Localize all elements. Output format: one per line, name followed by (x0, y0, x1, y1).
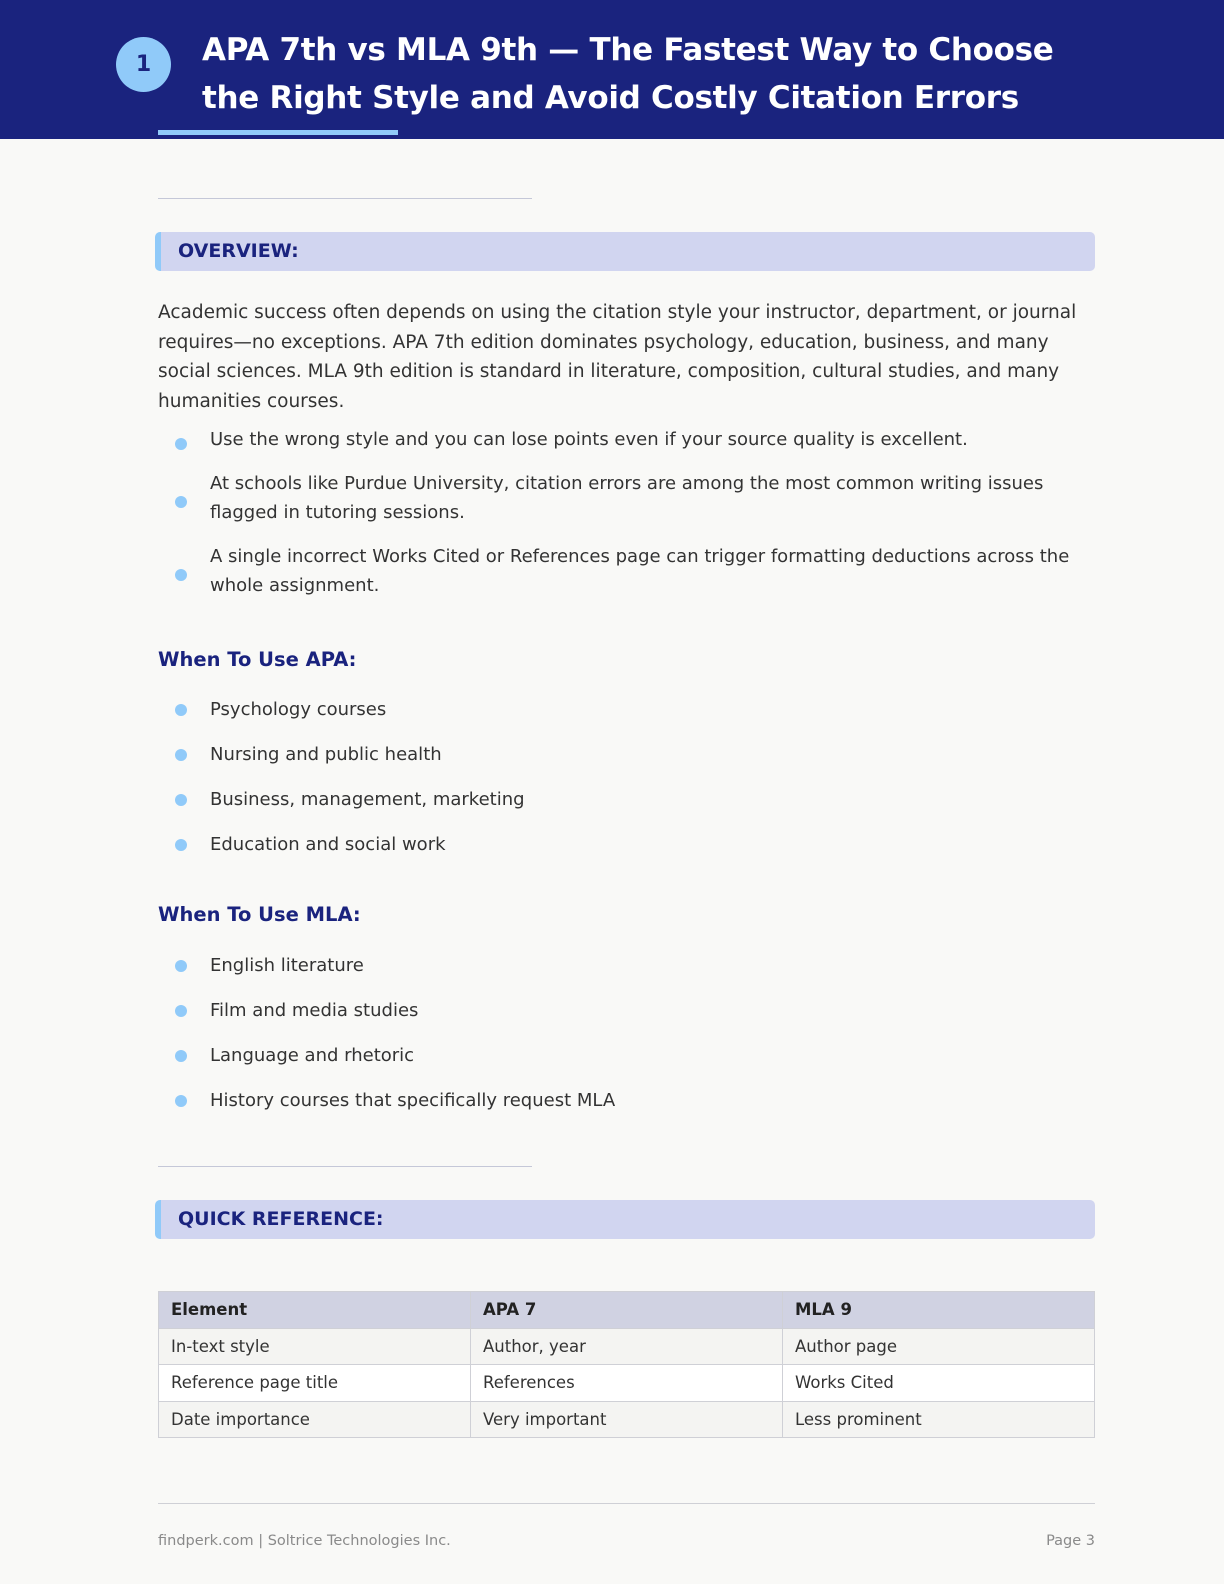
bullet-icon (175, 960, 187, 972)
table-cell: Very important (471, 1401, 783, 1438)
quick-reference-table (158, 1291, 1095, 1438)
column-header: APA 7 (471, 1292, 783, 1329)
column-header: MLA 9 (783, 1292, 1095, 1329)
apa-heading: When To Use APA: (158, 648, 357, 671)
table-row (159, 1401, 1095, 1438)
page-number: Page 3 (1046, 1533, 1095, 1549)
divider (158, 1166, 532, 1167)
section-number-badge: 1 (116, 37, 171, 92)
table-cell: Less prominent (783, 1401, 1095, 1438)
overview-bullet: A single incorrect Works Cited or References page can trigger formatting deductions across the whole assignment. (210, 546, 1070, 596)
apa-list-item: Nursing and public health (210, 744, 442, 765)
bullet-icon (175, 438, 187, 450)
apa-list-item: Psychology courses (210, 699, 387, 720)
mla-heading: When To Use MLA: (158, 903, 361, 926)
overview-bullet: Use the wrong style and you can lose points even if your source quality is excellent. (210, 429, 968, 450)
title-accent-bar (158, 130, 398, 135)
bullet-icon (175, 749, 187, 761)
quick-reference-heading: QUICK REFERENCE: (178, 1208, 384, 1230)
overview-section-bar (155, 232, 1095, 271)
mla-list-item: Film and media studies (210, 1000, 419, 1021)
table-cell: Date importance (159, 1401, 471, 1438)
mla-list-item: Language and rhetoric (210, 1045, 415, 1066)
table-row (159, 1328, 1095, 1365)
table-cell: References (471, 1365, 783, 1402)
bullet-icon (175, 1095, 187, 1107)
table-cell: Author page (783, 1328, 1095, 1365)
quick-reference-section-bar (155, 1200, 1095, 1239)
bullet-icon (175, 704, 187, 716)
table-cell: Reference page title (159, 1365, 471, 1402)
bullet-icon (175, 839, 187, 851)
bullet-icon (175, 794, 187, 806)
bullet-icon (175, 569, 187, 581)
column-header: Element (159, 1292, 471, 1329)
mla-list-item: English literature (210, 955, 364, 976)
bullet-icon (175, 1050, 187, 1062)
table-cell: Works Cited (783, 1365, 1095, 1402)
bullet-icon (175, 1005, 187, 1017)
apa-list-item: Education and social work (210, 834, 446, 855)
table-cell: In-text style (159, 1328, 471, 1365)
page-header (0, 0, 1224, 139)
divider (158, 198, 532, 199)
overview-paragraph: Academic success often depends on using the citation style your instructor, department, or journal requires—no exceptions. APA 7th edition dominates psychology, education, business, and many social sciences. MLA 9th edition is standard in literature, composition, cultural studies, and many humanities courses. (158, 302, 1077, 412)
table-row (159, 1365, 1095, 1402)
footer-divider (158, 1503, 1095, 1504)
overview-bullet: At schools like Purdue University, citation errors are among the most common writing issues flagged in tutoring sessions. (210, 473, 1044, 523)
table-cell: Author, year (471, 1328, 783, 1365)
page-title: APA 7th vs MLA 9th — The Fastest Way to Choose the Right Style and Avoid Costly Citation Errors (202, 32, 1054, 116)
footer-source: findperk.com | Soltrice Technologies Inc. (158, 1533, 451, 1549)
overview-heading: OVERVIEW: (178, 240, 299, 262)
apa-list-item: Business, management, marketing (210, 789, 525, 810)
table-header-row (159, 1292, 1095, 1329)
mla-list-item: History courses that specifically request MLA (210, 1090, 616, 1111)
bullet-icon (175, 496, 187, 508)
